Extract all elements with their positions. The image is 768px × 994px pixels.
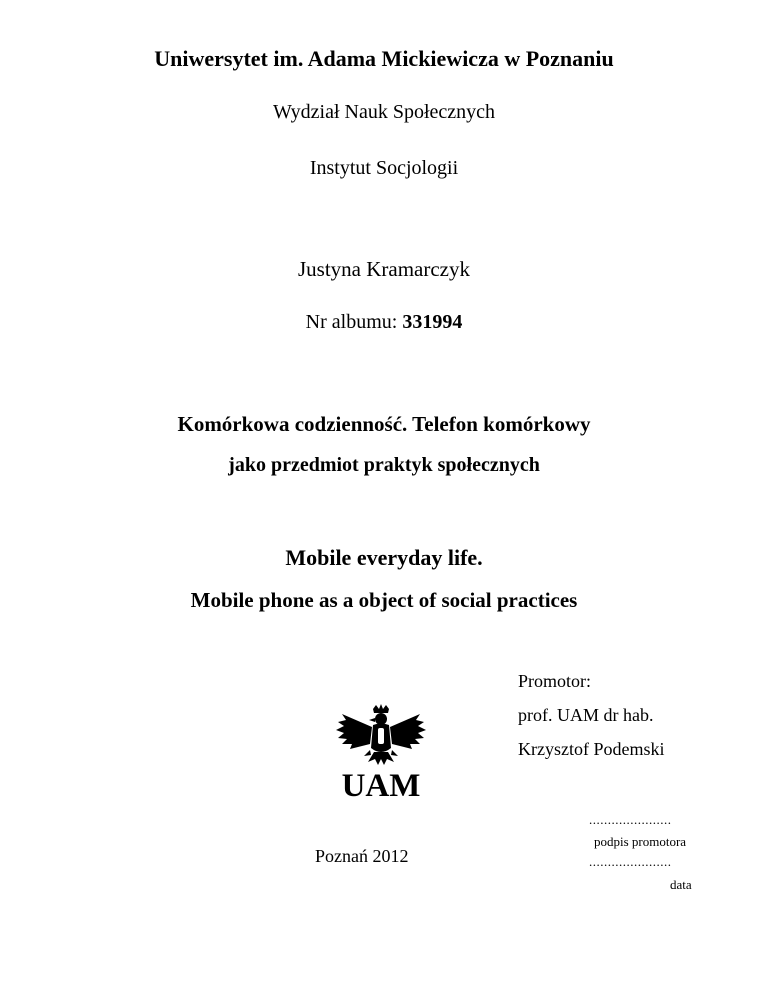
date-label: data [670, 877, 692, 892]
faculty-name: Wydział Nauk Społecznych [272, 101, 496, 123]
promotor-name: Krzysztof Podemski [518, 739, 665, 759]
promotor-title: prof. UAM dr hab. [518, 705, 654, 725]
date-line: ...................... [589, 854, 672, 869]
title-pl-line1: Komórkowa codzienność. Telefon komórkowy [177, 412, 591, 436]
title-en-line1: Mobile everyday life. [285, 545, 483, 570]
place-and-year: Poznań 2012 [315, 846, 409, 866]
promotor-label: Promotor: [518, 671, 592, 691]
author-name: Justyna Kramarczyk [297, 257, 471, 281]
signature-line: ...................... [589, 812, 672, 827]
signature-label: podpis promotora [594, 834, 687, 849]
album-label: Nr albumu: [305, 311, 398, 333]
uam-eagle-logo [334, 704, 428, 800]
album-line [0, 311, 768, 334]
title-en-line2: Mobile phone as a object of social practices [190, 588, 578, 612]
uam-wordmark: UAM [341, 768, 421, 800]
album-number: 331994 [402, 311, 463, 333]
university-name: Uniwersytet im. Adama Mickiewicza w Poznaniu [154, 46, 614, 71]
title-pl-line2: jako przedmiot praktyk społecznych [228, 454, 540, 476]
institute-name: Instytut Socjologii [309, 157, 459, 179]
